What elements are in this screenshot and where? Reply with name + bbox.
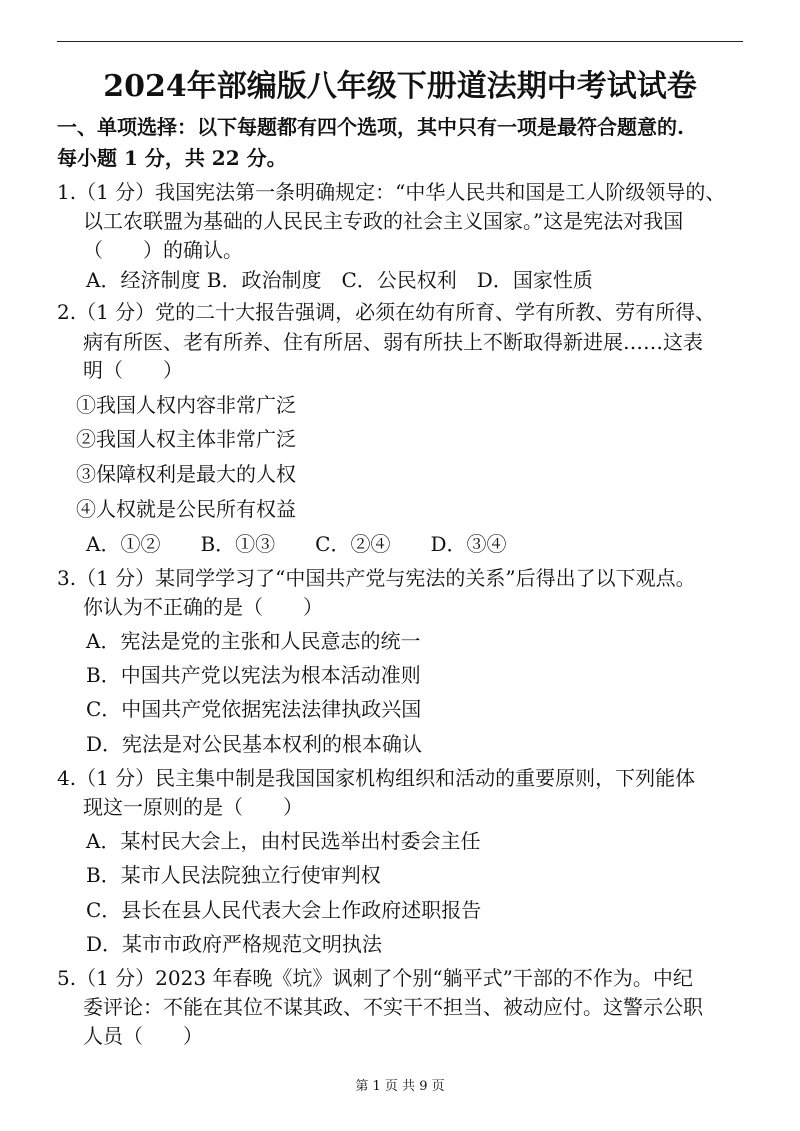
answer-option: B．某市人民法院独立行使审判权 [86,863,381,887]
question-stem: 明（ ） [83,358,183,382]
answer-option: B．中国共产党以宪法为根本活动准则 [86,663,421,687]
question-stem: （ ）的确认。 [83,238,243,262]
section-heading-line-1: 一、单项选择：以下每题都有四个选项，其中只有一项是最符合题意的. [57,115,684,139]
question-stem: 2.（1 分）党的二十大报告强调，必须在幼有所育、学有所教、劳有所得、 [57,300,716,324]
section-heading-line-2: 每小题 1 分，共 22 分。 [57,146,287,170]
answer-option: A．宪法是党的主张和人民意志的统一 [86,629,421,653]
answer-option: D．宪法是对公民基本权利的根本确认 [86,732,423,756]
statement: ①我国人权内容非常广泛 [76,393,296,417]
question-stem: 5.（1 分）2023 年春晚《坑》讽刺了个别“躺平式”干部的不作为。中纪 [57,966,693,990]
question-stem: 1.（1 分）我国宪法第一条明确规定：“中华人民共和国是工人阶级领导的、 [57,180,726,204]
page-number: 第 1 页 共 9 页 [355,1079,445,1094]
question-stem: 你认为不正确的是（ ） [83,595,323,619]
question-stem: 人员（ ） [83,1024,203,1048]
question-stem: 现这一原则的是（ ） [83,795,303,819]
answer-options: A．①② B．①③ C．②④ D．③④ [86,532,507,556]
answer-option: D．某市市政府严格规范文明执法 [86,932,383,956]
answer-option: C．县长在县人民代表大会上作政府述职报告 [86,898,482,922]
header-rule [57,41,743,42]
statement: ②我国人权主体非常广泛 [76,427,296,451]
answer-option: A．某村民大会上，由村民选举出村委会主任 [86,829,481,853]
question-stem: 以工农联盟为基础的人民民主专政的社会主义国家。”这是宪法对我国 [83,209,684,233]
question-stem: 3.（1 分）某同学学习了“中国共产党与宪法的关系”后得出了以下观点。 [57,566,696,590]
statement: ④人权就是公民所有权益 [76,497,296,521]
question-stem: 病有所医、老有所养、住有所居、弱有所扶上不断取得新进展……这表 [83,330,703,354]
question-stem: 委评论：不能在其位不谋其政、不实干不担当、被动应付。这警示公职 [83,995,703,1019]
statement: ③保障权利是最大的人权 [76,462,296,486]
question-stem: 4.（1 分）民主集中制是我国国家机构组织和活动的重要原则，下列能体 [57,766,696,790]
answer-options: A．经济制度 B．政治制度 C．公民权利 D．国家性质 [86,268,593,292]
answer-option: C．中国共产党依据宪法法律执政兴国 [86,697,422,721]
page-title: 2024年部编版八年级下册道法期中考试试卷 [103,69,697,104]
